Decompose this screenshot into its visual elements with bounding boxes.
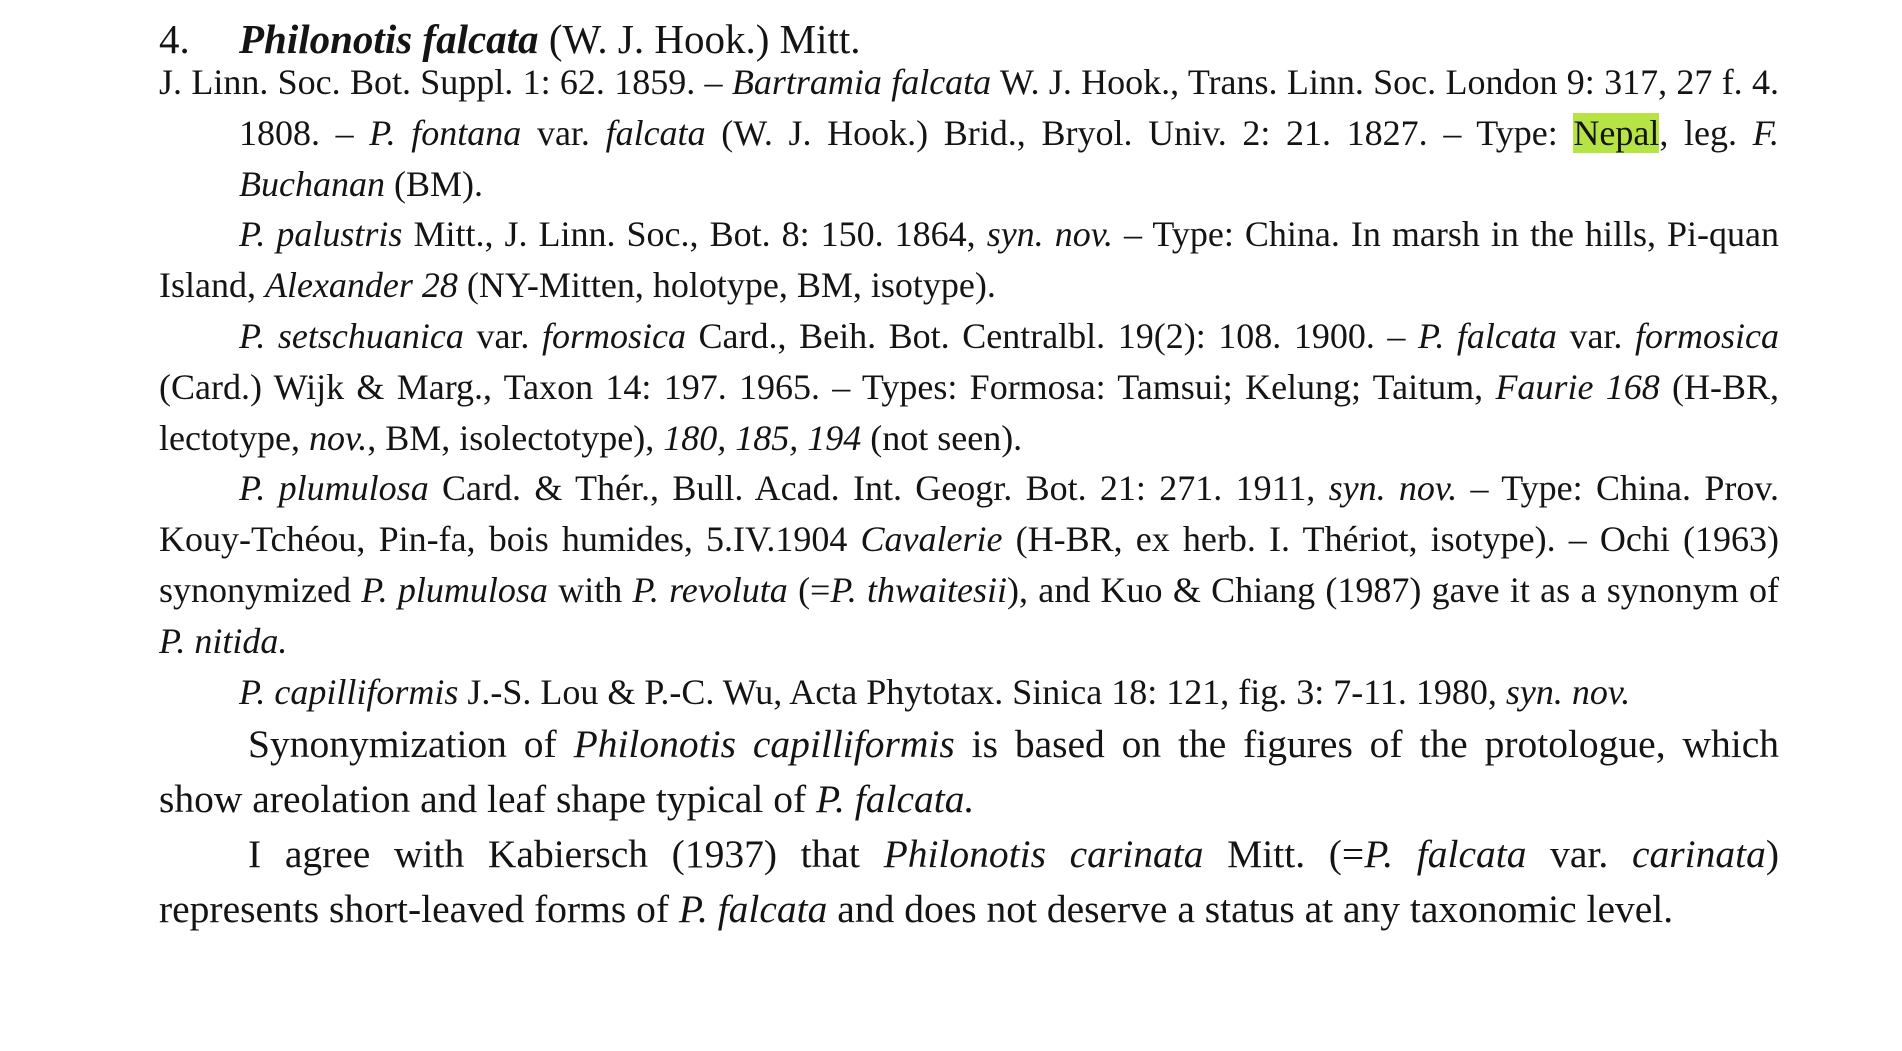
citation-text: Card. & Thér., Bull. Acad. Int. Geogr. Bot. 21: 271. 1911,: [428, 468, 1329, 509]
synonym-capilliformis: [159, 667, 1779, 718]
synonym-palustris: [159, 209, 1779, 311]
taxon-name: P. falcata: [678, 887, 828, 932]
taxon-name: carinata: [1631, 832, 1766, 877]
taxon-name: P. plumulosa: [361, 569, 548, 610]
nomenclatural-note: nov.: [308, 417, 368, 458]
citation-text: Card., Beih. Bot. Centralbl. 19(2): 108. 1900. –: [685, 315, 1418, 356]
taxon-name: Philonotis carinata: [883, 832, 1204, 877]
taxon-name: Philonotis capilliformis: [573, 722, 955, 767]
species-authority: (W. J. Hook.) Mitt.: [548, 16, 861, 62]
citation-text: (Card.) Wijk & Marg., Taxon 14: 197. 1965. – Types: Formosa: Tamsui; Kelung; Taitum,: [159, 366, 1496, 407]
nomenclatural-note: syn. nov.: [1505, 671, 1631, 712]
species-text-body: [159, 57, 1779, 937]
nomenclatural-note: syn. nov.: [986, 214, 1114, 255]
taxon-name: P. nitida.: [159, 620, 288, 661]
citation-text: (W. J. Hook.) Brid., Bryol. Univ. 2: 21. 1827. – Type:: [705, 112, 1574, 153]
citation-text: J. Linn. Soc. Bot. Suppl. 1: 62. 1859. –: [159, 62, 732, 102]
taxon-name: P. revoluta: [632, 569, 788, 610]
taxon-name: P. setschuanica: [239, 315, 464, 356]
collector-name: Cavalerie: [860, 519, 1003, 560]
citation-text: ), and Kuo & Chiang (1987) gave it as a synonym of: [1007, 569, 1780, 610]
taxon-name: P. thwaitesii: [830, 569, 1008, 610]
species-name-epithet: falcata: [422, 16, 539, 62]
body-text: ) represents short-leaved forms of: [159, 832, 1779, 932]
taxon-name: P. falcata: [1417, 315, 1557, 356]
citation-text: , leg.: [1659, 112, 1753, 153]
taxon-name: P. plumulosa: [239, 468, 429, 509]
discussion-paragraph-2: [159, 827, 1779, 937]
citation-text: W. J. Hook., Trans. Linn. Soc. London 9: 317, 27 f. 4. 1808. –: [239, 62, 1780, 153]
citation-text: J.-S. Lou & P.-C. Wu, Acta Phytotax. Sinica 18: 121, fig. 3: 7-11. 1980,: [458, 671, 1506, 712]
synonym-setschuanica: [159, 311, 1779, 463]
taxon-name: P. falcata: [1364, 832, 1527, 877]
synonym-plumulosa: [159, 463, 1779, 666]
body-text: is based on the figures of the protologue, which show areolation and leaf shape typical of: [159, 722, 1779, 822]
body-text: I agree with Kabiersch (1937) that: [248, 832, 884, 877]
citation-text: , BM, isolectotype),: [367, 417, 664, 458]
citation-text: with: [547, 569, 633, 610]
taxon-name: Bartramia falcata: [731, 62, 992, 102]
species-name-genus: Philonotis: [239, 16, 413, 62]
body-text: and does not deserve a status at any taxonomic level.: [827, 887, 1674, 932]
taxon-name: formosica: [541, 315, 686, 356]
collector-name: F. Buchanan: [239, 112, 1780, 204]
collector-numbers: 180, 185, 194: [663, 417, 862, 458]
citation-text: (NY-Mitten, holotype, BM, isotype).: [457, 265, 996, 306]
body-text: Mitt. (=: [1203, 832, 1365, 877]
collector-name: Faurie 168: [1495, 366, 1660, 407]
citation-text: var.: [463, 315, 542, 356]
citation-text: var.: [1556, 315, 1635, 356]
species-number: 4.: [159, 16, 190, 62]
taxon-name: falcata: [605, 112, 706, 153]
citation-text: – Type: China. In marsh in the hills, Pi-quan Island,: [159, 214, 1779, 306]
basionym-citation: [159, 57, 1779, 209]
taxon-name: P. falcata.: [816, 777, 975, 822]
taxon-name: P. fontana: [369, 112, 522, 153]
highlighted-locality: Nepal: [1573, 112, 1660, 153]
collector-name: Alexander 28: [264, 265, 458, 306]
citation-text: – Type: China. Prov. Kouy-Tchéou, Pin-fa, bois humides, 5.IV.1904: [159, 468, 1779, 560]
taxon-name: P. palustris: [239, 214, 403, 255]
citation-text: (not seen).: [861, 417, 1023, 458]
citation-text: Mitt., J. Linn. Soc., Bot. 8: 150. 1864,: [402, 214, 987, 255]
body-text: var.: [1526, 832, 1632, 877]
discussion-paragraph-1: [159, 717, 1779, 827]
citation-text: (H-BR, lectotype,: [159, 366, 1780, 458]
taxon-name: formosica: [1635, 315, 1779, 356]
citation-text: (BM).: [384, 163, 483, 204]
body-text: Synonymization of: [248, 722, 574, 767]
taxon-name: P. capilliformis: [239, 671, 459, 712]
citation-text: var.: [521, 112, 606, 153]
citation-text: (=: [787, 569, 831, 610]
nomenclatural-note: syn. nov.: [1328, 468, 1458, 509]
citation-text: (H-BR, ex herb. I. Thériot, isotype). – Ochi (1963) synonymized: [159, 519, 1779, 610]
